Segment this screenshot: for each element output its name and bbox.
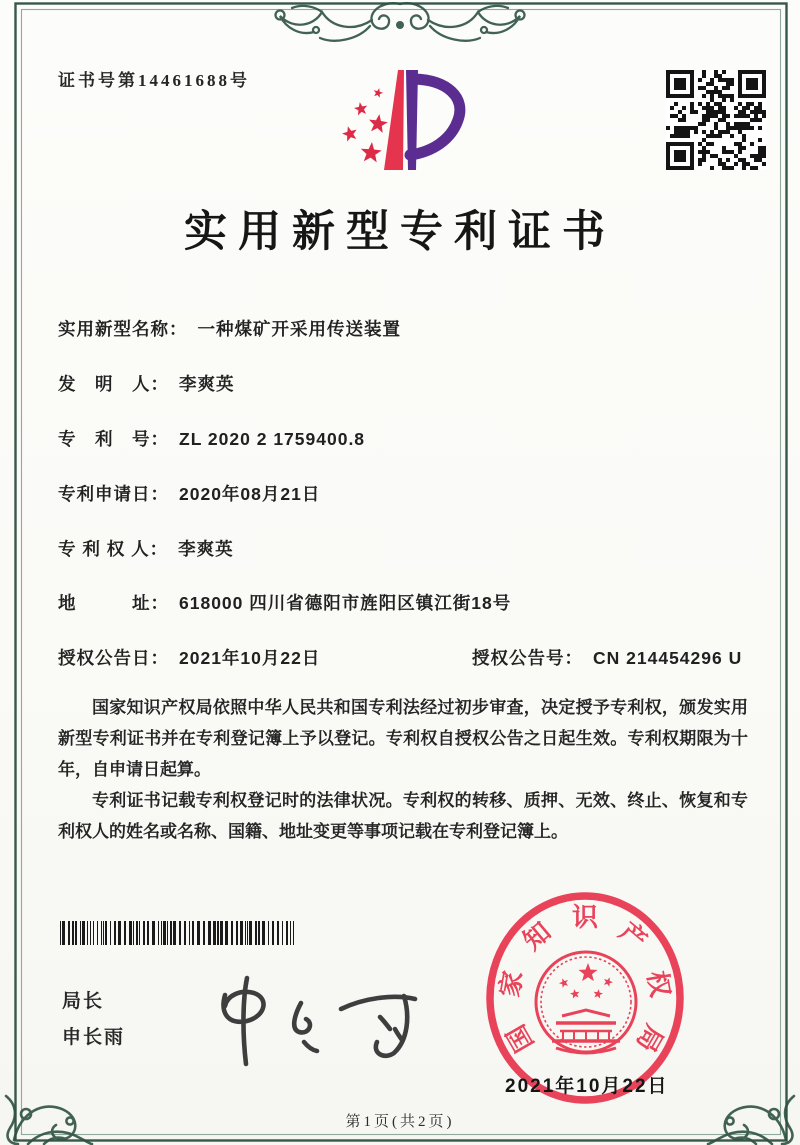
signature-handwriting bbox=[224, 978, 415, 1064]
grant-number-label: 授权公告号： bbox=[472, 648, 583, 668]
field-label: 专 利 号： bbox=[58, 429, 169, 449]
seal-char: 权 bbox=[641, 968, 676, 1000]
page-number-footer: 第1页(共2页) bbox=[345, 1114, 455, 1130]
field-value: 李爽英 bbox=[178, 539, 234, 559]
star-icon bbox=[579, 963, 598, 981]
seal-char: 家 bbox=[494, 968, 529, 1000]
star-icon bbox=[353, 101, 368, 116]
field-patent-number bbox=[58, 426, 365, 451]
qr-code bbox=[666, 70, 766, 170]
seal-date: 2021年10月22日 bbox=[505, 1076, 669, 1097]
field-grant-row bbox=[58, 645, 748, 670]
director-name: 申长雨 bbox=[62, 1027, 126, 1048]
certificate-number: 证书号第14461688号 bbox=[58, 71, 250, 90]
star-icon bbox=[602, 976, 614, 988]
grant-date-value: 2021年10月22日 bbox=[179, 648, 321, 668]
star-icon bbox=[360, 141, 383, 163]
field-label: 专 利 权 人： bbox=[58, 539, 169, 559]
field-label: 地 址： bbox=[58, 593, 169, 613]
field-label: 实用新型名称： bbox=[58, 319, 188, 339]
official-seal bbox=[490, 896, 680, 1100]
seal-char: 产 bbox=[613, 916, 653, 956]
field-value: ZL 2020 2 1759400.8 bbox=[179, 429, 366, 449]
star-icon bbox=[593, 988, 604, 999]
national-emblem bbox=[536, 952, 636, 1053]
field-inventor bbox=[58, 371, 235, 396]
star-icon bbox=[569, 988, 580, 999]
top-filigree-ornament bbox=[276, 3, 525, 41]
star-icon bbox=[367, 113, 388, 134]
cnipa-logo bbox=[341, 70, 460, 170]
star-icon bbox=[372, 87, 384, 98]
field-patentee bbox=[58, 536, 234, 561]
logo-wedge bbox=[384, 70, 404, 170]
field-label: 专利申请日： bbox=[58, 484, 169, 504]
field-value: 2020年08月21日 bbox=[179, 484, 321, 504]
seal-char: 局 bbox=[630, 1019, 670, 1058]
grant-date-label: 授权公告日： bbox=[58, 648, 169, 668]
grant-number-value: CN 214454296 U bbox=[593, 648, 743, 668]
barcode bbox=[60, 921, 296, 945]
field-label: 发 明 人： bbox=[58, 374, 169, 394]
seal-char: 识 bbox=[571, 902, 599, 932]
grant-number-pair bbox=[472, 645, 742, 670]
legal-paragraph-1: 国家知识产权局依照中华人民共和国专利法经过初步审查，决定授予专利权，颁发实用新型专利证书并在专利登记簿上予以登记。专利权自授权公告之日起生效。专利权期限为十年，自申请日起算。 bbox=[58, 698, 748, 779]
seal-char: 国 bbox=[500, 1019, 540, 1058]
star-icon bbox=[558, 977, 570, 989]
star-icon bbox=[341, 124, 359, 142]
field-value: 一种煤矿开采用传送装置 bbox=[197, 319, 401, 339]
field-filing-date bbox=[58, 481, 320, 506]
legal-text-block bbox=[58, 692, 748, 847]
field-utility-model-name bbox=[58, 316, 401, 341]
field-value: 李爽英 bbox=[179, 374, 235, 394]
field-value: 618000 四川省德阳市旌阳区镇江街18号 bbox=[179, 593, 512, 613]
certificate-title: 实用新型专利证书 bbox=[184, 209, 616, 256]
legal-paragraph-2: 专利证书记载专利权登记时的法律状况。专利权的转移、质押、无效、终止、恢复和专利权人的姓名或名称、国籍、地址变更等事项记载在专利登记簿上。 bbox=[58, 791, 748, 841]
field-address bbox=[58, 590, 511, 615]
seal-char: 知 bbox=[517, 916, 557, 956]
director-title: 局长 bbox=[62, 991, 105, 1012]
